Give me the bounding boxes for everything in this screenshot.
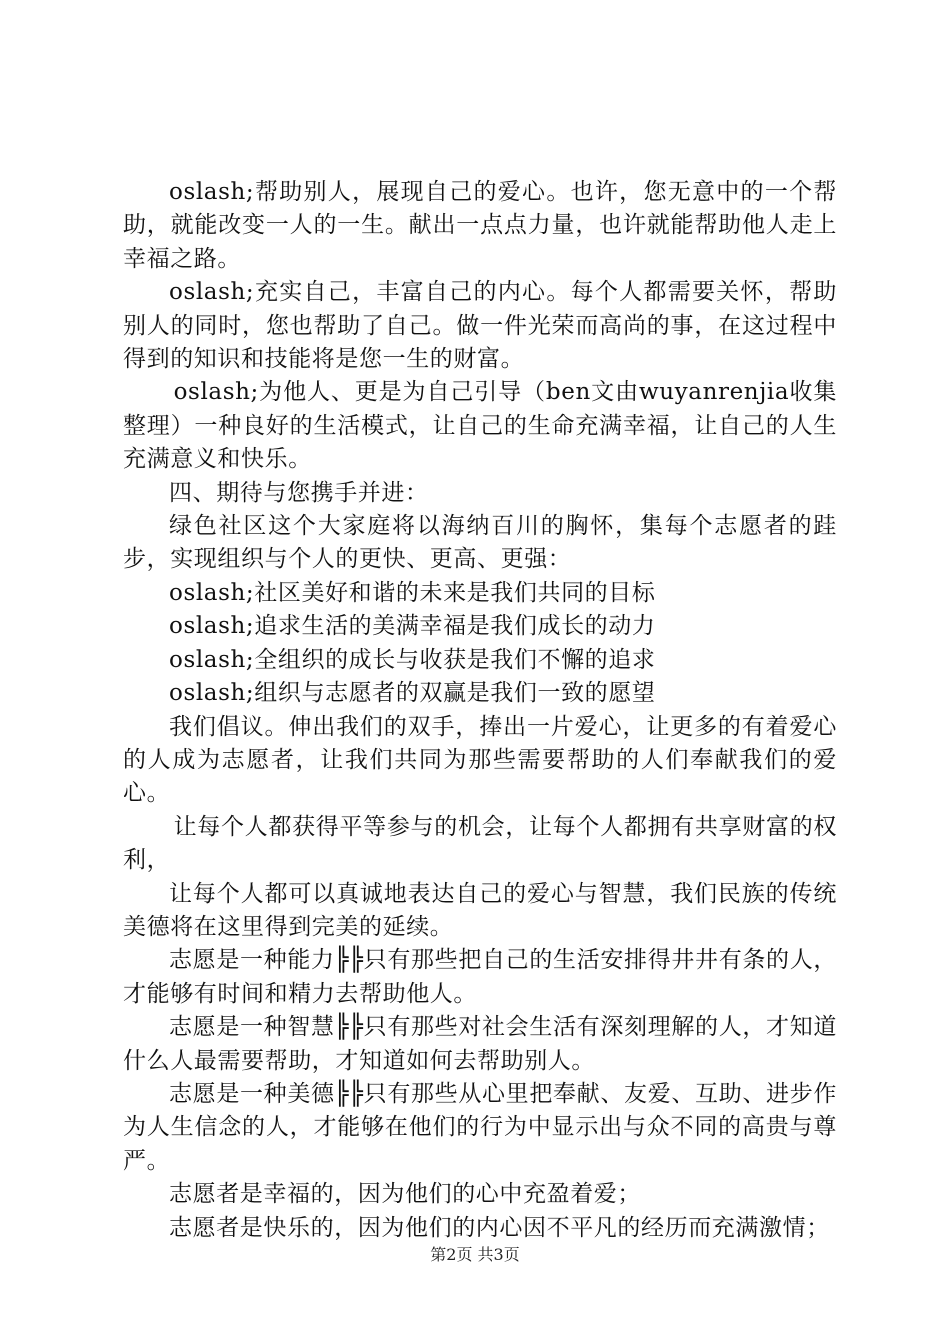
paragraph: 志愿是一种美德╠╠只有那些从心里把奉献、友爱、互助、进步作为人生信念的人，才能够在他们的行为中显示出与众不同的高贵与尊严。: [123, 1080, 837, 1174]
paragraph: oslash;为他人、更是为自己引导（ben文由wuyanrenjia收集整理）一种良好的生活模式，让自己的生命充满幸福，让自己的人生充满意义和快乐。: [123, 379, 837, 473]
paragraph: 志愿是一种能力╠╠只有那些把自己的生活安排得井井有条的人，才能够有时间和精力去帮助他人。: [123, 947, 837, 1007]
paragraph: 志愿是一种智慧╠╠只有那些对社会生活有深刻理解的人，才知道什么人最需要帮助，才知道如何去帮助别人。: [123, 1014, 837, 1074]
paragraph: 我们倡议。伸出我们的双手，捧出一片爱心，让更多的有着爱心的人成为志愿者，让我们共同为那些需要帮助的人们奉献我们的爱心。: [123, 713, 837, 807]
paragraph: 志愿者是幸福的，因为他们的心中充盈着爱；: [169, 1181, 641, 1208]
document-body: [123, 176, 837, 1245]
list-item: oslash;组织与志愿者的双赢是我们一致的愿望: [169, 680, 656, 707]
section-heading: 四、期待与您携手并进：: [169, 479, 429, 506]
paragraph: 绿色社区这个大家庭将以海纳百川的胸怀，集每个志愿者的跬步，实现组织与个人的更快、更高、更强：: [123, 513, 837, 573]
paragraph: 让每个人都获得平等参与的机会，让每个人都拥有共享财富的权利，: [123, 813, 837, 874]
paragraph: 志愿者是快乐的，因为他们的内心因不平凡的经历而充满激情；: [169, 1214, 830, 1241]
list-item: oslash;追求生活的美满幸福是我们成长的动力: [169, 613, 656, 640]
paragraph: oslash;帮助别人，展现自己的爱心。也许，您无意中的一个帮助，就能改变一人的一生。献出一点点力量，也许就能帮助他人走上幸福之路。: [123, 179, 837, 272]
page-number-footer: 第2页 共3页: [430, 1245, 520, 1264]
list-item: oslash;社区美好和谐的未来是我们共同的目标: [169, 579, 656, 606]
list-item: oslash;全组织的成长与收获是我们不懈的追求: [169, 646, 656, 673]
paragraph: 让每个人都可以真诚地表达自己的爱心与智慧，我们民族的传统美德将在这里得到完美的延续。: [123, 880, 837, 940]
paragraph: oslash;充实自己，丰富自己的内心。每个人都需要关怀，帮助别人的同时，您也帮助了自己。做一件光荣而高尚的事，在这过程中得到的知识和技能将是您一生的财富。: [123, 279, 837, 373]
